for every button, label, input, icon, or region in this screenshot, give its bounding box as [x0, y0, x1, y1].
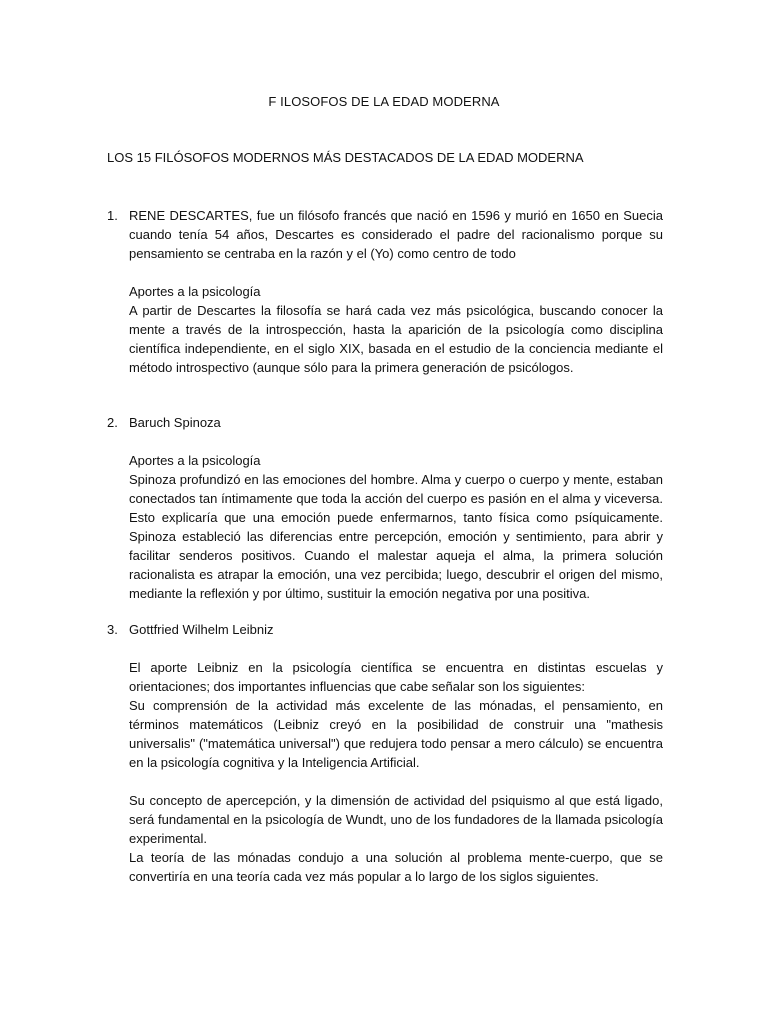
leibniz-paragraph-4: La teoría de las mónadas condujo a una solución al problema mente-cuerpo, que se convertiría en una teoría cada vez más popular a lo largo de los siglos siguientes. — [129, 850, 663, 884]
document-subtitle: LOS 15 FILÓSOFOS MODERNOS MÁS DESTACADOS DE LA EDAD MODERNA — [107, 150, 584, 165]
document-title: F ILOSOFOS DE LA EDAD MODERNA — [268, 94, 500, 109]
descartes-heading: Aportes a la psicología — [129, 284, 261, 299]
list-item-number: 2. — [107, 415, 118, 430]
spinoza-body: Spinoza profundizó en las emociones del hombre. Alma y cuerpo o cuerpo y mente, estaban conectados tan íntimamente que toda la acción del cuerpo es pasión en el alma y viceversa. Esto explicaría que una emoción puede enfermarnos, tanto física como psíquicamente. Spinoza estableció las diferencias entre percepción, emoción y sentimiento, para abrir y facilitar senderos positivos. Cuando el malestar aqueja el alma, la primera solución racionalista es atrapar la emoción, una vez percibida; luego, descubrir el origen del mismo, mediante la reflexión y por último, sustituir la emoción negativa por una positiva. — [129, 472, 663, 601]
descartes-intro: RENE DESCARTES, fue un filósofo francés que nació en 1596 y murió en 1650 en Suecia cuando tenía 54 años, Descartes es considerado el padre del racionalismo porque su pensamiento se centraba en la razón y el (Yo) como centro de todo — [129, 208, 663, 261]
list-item-number: 3. — [107, 622, 118, 637]
spinoza-name: Baruch Spinoza — [129, 415, 221, 430]
list-item-leibniz — [107, 620, 663, 886]
leibniz-paragraph-3: Su concepto de apercepción, y la dimensión de actividad del psiquismo al que está ligado, será fundamental en la psicología de Wundt, uno de los fundadores de la llamada psicología experimental. — [129, 793, 663, 846]
leibniz-paragraph-2: Su comprensión de la actividad más excelente de las mónadas, el pensamiento, en términos matemáticos (Leibniz creyó en la posibilidad de construir una "mathesis universalis" ("matemática universal") que redujera todo pensar a mero cálculo) se encuentra en la psicología cognitiva y la Inteligencia Artificial. — [129, 698, 663, 770]
list-item-spinoza — [107, 413, 663, 603]
list-item-descartes — [107, 206, 663, 377]
descartes-body: A partir de Descartes la filosofía se hará cada vez más psicológica, buscando conocer la mente a través de la introspección, hasta la aparición de la psicología como disciplina científica independiente, en el siglo XIX, basada en el estudio de la conciencia mediante el método introspectivo (aunque sólo para la primera generación de psicólogos. — [129, 303, 663, 375]
list-item-number: 1. — [107, 208, 118, 223]
leibniz-name: Gottfried Wilhelm Leibniz — [129, 622, 274, 637]
spinoza-heading: Aportes a la psicología — [129, 453, 261, 468]
leibniz-paragraph-1: El aporte Leibniz en la psicología científica se encuentra en distintas escuelas y orientaciones; dos importantes influencias que cabe señalar son los siguientes: — [129, 660, 663, 694]
